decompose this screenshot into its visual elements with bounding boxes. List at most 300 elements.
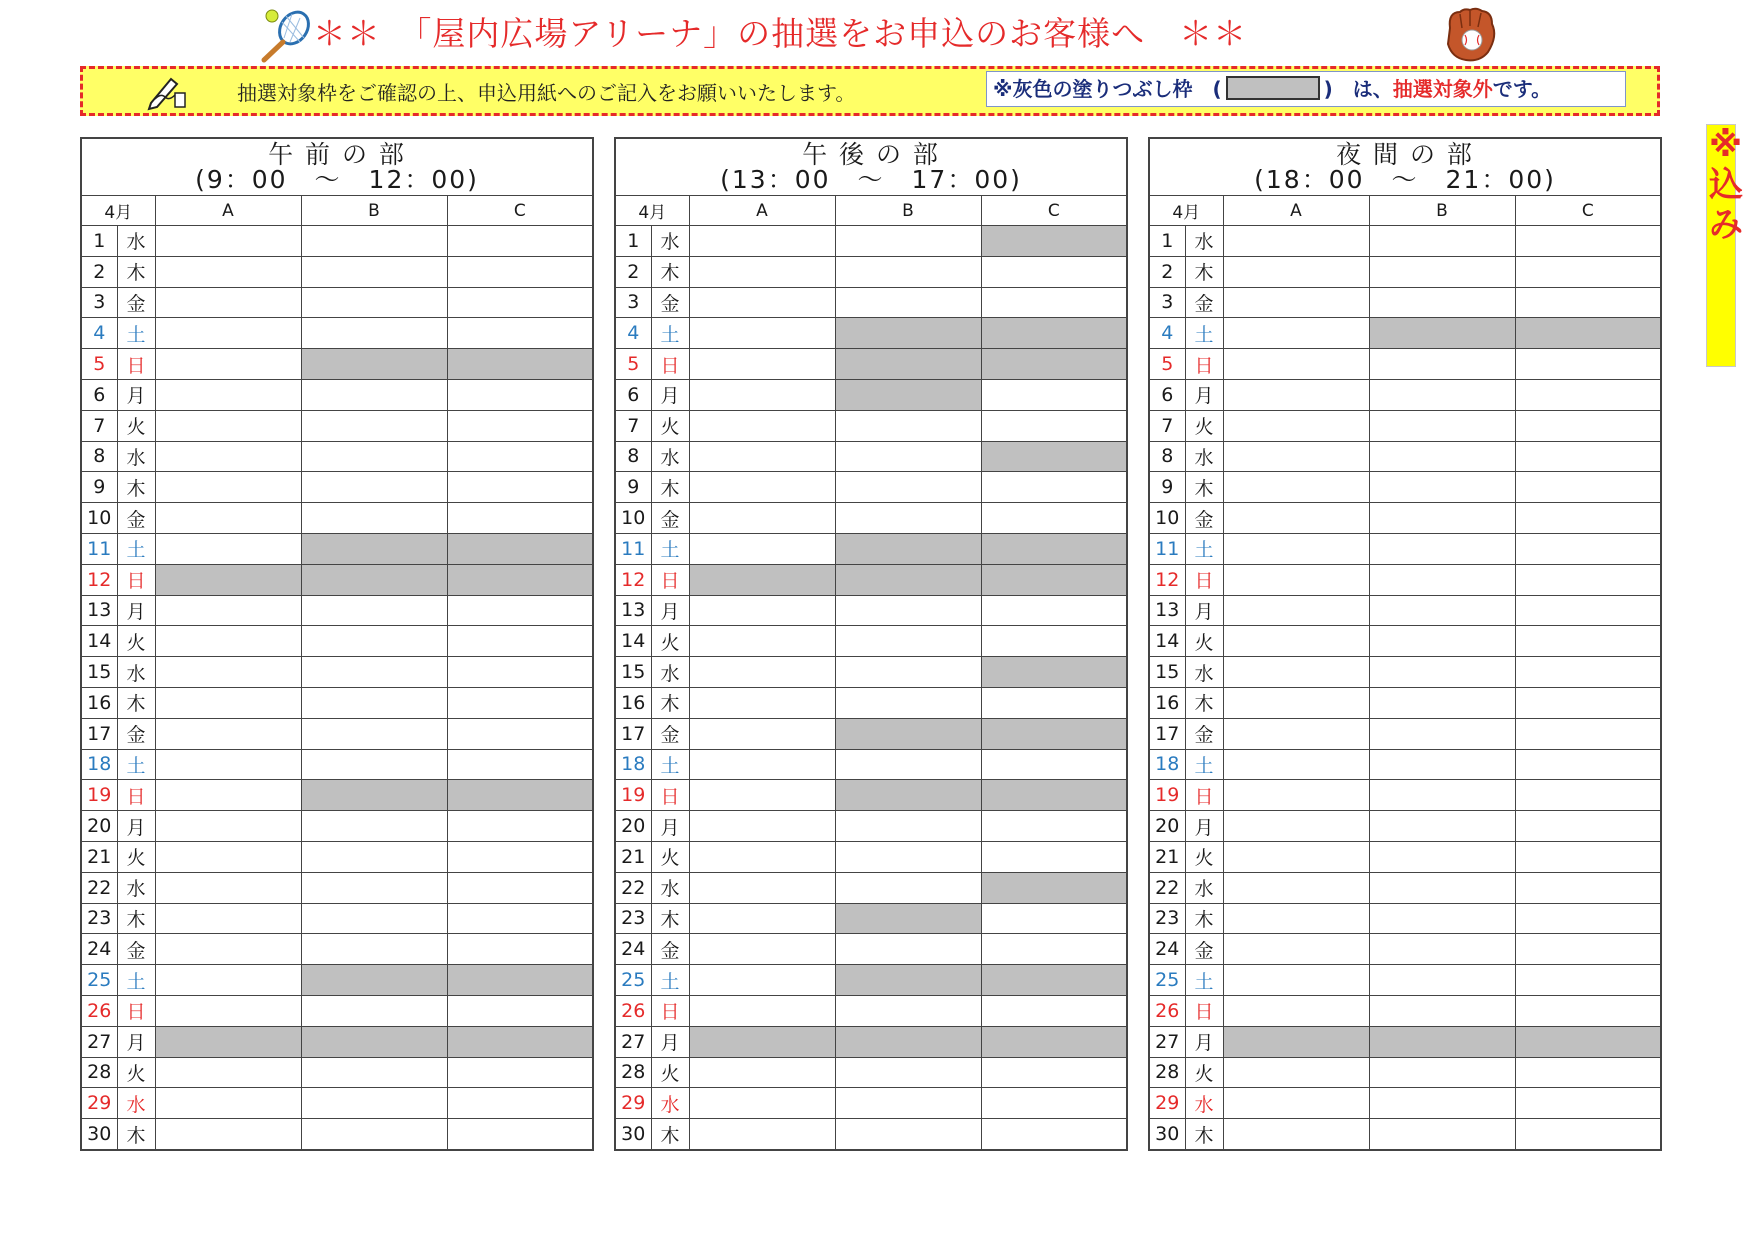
slot-unavailable — [981, 1026, 1127, 1057]
slot-cell — [1223, 441, 1369, 472]
slot-cell — [1223, 349, 1369, 380]
day-number: 30 — [615, 1119, 651, 1150]
weekday: 木 — [1185, 903, 1223, 934]
slot-cell — [981, 595, 1127, 626]
day-number: 18 — [615, 749, 651, 780]
slot-unavailable — [301, 564, 447, 595]
slot-cell — [301, 811, 447, 842]
exclusion-suffix: です。 — [1492, 77, 1552, 101]
slot-cell — [1369, 995, 1515, 1026]
slot-unavailable — [981, 965, 1127, 996]
weekday: 日 — [651, 995, 689, 1026]
day-number: 24 — [1149, 934, 1185, 965]
slot-cell — [689, 533, 835, 564]
slot-unavailable — [835, 564, 981, 595]
exclusion-highlight: 抽選対象外 — [1392, 77, 1493, 101]
slot-cell — [301, 995, 447, 1026]
slot-cell — [155, 503, 301, 534]
day-row — [1149, 595, 1661, 626]
slot-cell — [301, 503, 447, 534]
weekday: 月 — [1185, 811, 1223, 842]
session-header — [1149, 138, 1661, 196]
slot-cell — [981, 749, 1127, 780]
slot-unavailable — [835, 349, 981, 380]
day-row — [1149, 1119, 1661, 1150]
month-header: 4月 — [81, 196, 155, 226]
slot-cell — [1515, 903, 1661, 934]
slot-cell — [835, 626, 981, 657]
slot-cell — [301, 287, 447, 318]
slot-cell — [1369, 780, 1515, 811]
slot-cell — [155, 626, 301, 657]
slot-cell — [447, 995, 593, 1026]
day-number: 26 — [81, 995, 117, 1026]
day-number: 22 — [1149, 872, 1185, 903]
weekday: 日 — [651, 564, 689, 595]
weekday: 土 — [1185, 749, 1223, 780]
slot-cell — [689, 965, 835, 996]
slot-cell — [447, 687, 593, 718]
day-number: 14 — [1149, 626, 1185, 657]
weekday: 金 — [651, 287, 689, 318]
day-number: 2 — [615, 256, 651, 287]
weekday: 月 — [651, 595, 689, 626]
day-number: 29 — [1149, 1088, 1185, 1119]
slot-cell — [1515, 995, 1661, 1026]
weekday: 木 — [117, 687, 155, 718]
weekday: 土 — [651, 533, 689, 564]
slot-cell — [1369, 533, 1515, 564]
month-header: 4月 — [1149, 196, 1223, 226]
slot-cell — [301, 1057, 447, 1088]
slot-cell — [981, 1119, 1127, 1150]
weekday: 金 — [651, 503, 689, 534]
day-row — [615, 841, 1127, 872]
notice-text: 抽選対象枠をご確認の上、申込用紙へのご記入をお願いいたします。 — [237, 81, 856, 105]
slot-cell — [1515, 287, 1661, 318]
day-row — [1149, 318, 1661, 349]
slot-cell — [689, 841, 835, 872]
slot-cell — [1515, 811, 1661, 842]
day-row — [81, 410, 593, 441]
slot-cell — [689, 657, 835, 688]
weekday: 日 — [117, 349, 155, 380]
slot-unavailable — [447, 965, 593, 996]
day-row — [615, 657, 1127, 688]
day-number: 21 — [1149, 841, 1185, 872]
slot-cell — [835, 1057, 981, 1088]
weekday: 月 — [117, 1026, 155, 1057]
exclusion-middle: ) は、 — [1323, 77, 1393, 101]
slot-cell — [835, 226, 981, 257]
slot-cell — [301, 1119, 447, 1150]
slot-cell — [1223, 564, 1369, 595]
weekday: 土 — [651, 318, 689, 349]
slot-cell — [689, 410, 835, 441]
weekday: 木 — [651, 687, 689, 718]
slot-cell — [1369, 718, 1515, 749]
day-row — [1149, 687, 1661, 718]
slot-cell — [981, 903, 1127, 934]
day-row — [615, 903, 1127, 934]
session-name: 午 後 の 部 — [802, 140, 940, 169]
slot-unavailable — [981, 564, 1127, 595]
slot-cell — [689, 687, 835, 718]
slot-cell — [301, 718, 447, 749]
day-number: 22 — [615, 872, 651, 903]
slot-cell — [835, 472, 981, 503]
slot-cell — [835, 256, 981, 287]
day-number: 18 — [81, 749, 117, 780]
day-number: 25 — [81, 965, 117, 996]
weekday: 水 — [651, 1088, 689, 1119]
slot-cell — [155, 811, 301, 842]
tennis-racket-icon — [258, 8, 318, 64]
day-row — [81, 687, 593, 718]
slot-unavailable — [835, 1026, 981, 1057]
slot-cell — [689, 287, 835, 318]
slot-cell — [1369, 841, 1515, 872]
slot-cell — [835, 410, 981, 441]
session-time: (9：00 ～ 12：00) — [195, 165, 479, 194]
slot-cell — [155, 657, 301, 688]
weekday: 火 — [117, 410, 155, 441]
slot-cell — [1223, 903, 1369, 934]
day-row — [81, 780, 593, 811]
slot-cell — [1369, 472, 1515, 503]
court-header: A — [689, 196, 835, 226]
day-row — [615, 780, 1127, 811]
day-number: 16 — [1149, 687, 1185, 718]
day-row — [615, 1057, 1127, 1088]
slot-unavailable — [981, 657, 1127, 688]
slot-cell — [1223, 872, 1369, 903]
day-row — [615, 718, 1127, 749]
slot-cell — [155, 226, 301, 257]
day-number: 2 — [1149, 256, 1185, 287]
weekday: 月 — [1185, 379, 1223, 410]
weekday: 木 — [117, 903, 155, 934]
weekday: 金 — [651, 934, 689, 965]
weekday: 日 — [117, 995, 155, 1026]
court-header: B — [1369, 196, 1515, 226]
slot-cell — [155, 965, 301, 996]
day-number: 25 — [1149, 965, 1185, 996]
slot-cell — [981, 287, 1127, 318]
slot-cell — [689, 379, 835, 410]
day-number: 27 — [615, 1026, 651, 1057]
slot-cell — [1369, 749, 1515, 780]
day-row — [1149, 934, 1661, 965]
day-number: 12 — [615, 564, 651, 595]
slot-cell — [1223, 718, 1369, 749]
slot-cell — [1223, 533, 1369, 564]
weekday: 火 — [117, 841, 155, 872]
day-row — [81, 595, 593, 626]
weekday: 金 — [117, 503, 155, 534]
pen-writing-icon — [145, 73, 189, 111]
slot-unavailable — [301, 780, 447, 811]
slot-cell — [1515, 349, 1661, 380]
day-number: 4 — [81, 318, 117, 349]
day-row — [615, 811, 1127, 842]
slot-cell — [1515, 503, 1661, 534]
slot-cell — [447, 749, 593, 780]
day-row — [81, 1088, 593, 1119]
session-header — [615, 138, 1127, 196]
day-number: 1 — [1149, 226, 1185, 257]
day-row — [615, 564, 1127, 595]
slot-unavailable — [835, 318, 981, 349]
day-number: 10 — [615, 503, 651, 534]
day-row — [615, 872, 1127, 903]
slot-cell — [1369, 410, 1515, 441]
slot-cell — [301, 472, 447, 503]
slot-cell — [1515, 718, 1661, 749]
weekday: 金 — [117, 718, 155, 749]
slot-unavailable — [447, 533, 593, 564]
slot-cell — [689, 749, 835, 780]
slot-cell — [981, 841, 1127, 872]
slot-cell — [835, 749, 981, 780]
court-header: A — [1223, 196, 1369, 226]
day-row — [615, 995, 1127, 1026]
day-number: 1 — [615, 226, 651, 257]
slot-cell — [1515, 595, 1661, 626]
day-row — [615, 934, 1127, 965]
slot-cell — [1369, 1057, 1515, 1088]
slot-unavailable — [835, 718, 981, 749]
slot-cell — [689, 349, 835, 380]
day-row — [81, 441, 593, 472]
day-row — [1149, 564, 1661, 595]
day-row — [81, 841, 593, 872]
day-number: 7 — [81, 410, 117, 441]
weekday: 金 — [1185, 503, 1223, 534]
day-number: 4 — [1149, 318, 1185, 349]
slot-cell — [447, 657, 593, 688]
weekday: 土 — [117, 965, 155, 996]
day-row — [81, 256, 593, 287]
slot-cell — [1515, 1119, 1661, 1150]
slot-cell — [1223, 287, 1369, 318]
day-row — [615, 410, 1127, 441]
day-number: 20 — [615, 811, 651, 842]
day-row — [615, 256, 1127, 287]
day-number: 23 — [81, 903, 117, 934]
slot-cell — [981, 472, 1127, 503]
weekday: 日 — [1185, 564, 1223, 595]
slot-unavailable — [1223, 1026, 1369, 1057]
day-number: 7 — [1149, 410, 1185, 441]
day-row — [81, 472, 593, 503]
slot-cell — [835, 595, 981, 626]
slot-cell — [155, 287, 301, 318]
slot-cell — [1515, 626, 1661, 657]
slot-cell — [1515, 379, 1661, 410]
slot-cell — [981, 410, 1127, 441]
slot-unavailable — [981, 349, 1127, 380]
slot-cell — [835, 995, 981, 1026]
weekday: 土 — [651, 965, 689, 996]
day-row — [1149, 903, 1661, 934]
slot-cell — [447, 472, 593, 503]
day-row — [81, 318, 593, 349]
slot-cell — [447, 718, 593, 749]
day-number: 6 — [1149, 379, 1185, 410]
weekday: 日 — [117, 780, 155, 811]
schedule-grid — [1148, 137, 1662, 1151]
day-number: 12 — [81, 564, 117, 595]
day-number: 14 — [615, 626, 651, 657]
day-number: 14 — [81, 626, 117, 657]
weekday: 水 — [117, 226, 155, 257]
slot-cell — [689, 811, 835, 842]
slot-cell — [1223, 1057, 1369, 1088]
slot-cell — [155, 780, 301, 811]
weekday: 火 — [651, 410, 689, 441]
slot-cell — [155, 595, 301, 626]
day-row — [1149, 811, 1661, 842]
day-row — [81, 811, 593, 842]
day-number: 9 — [81, 472, 117, 503]
day-number: 9 — [1149, 472, 1185, 503]
slot-cell — [155, 718, 301, 749]
weekday: 水 — [1185, 872, 1223, 903]
slot-cell — [835, 503, 981, 534]
session-time: (13：00 ～ 17：00) — [720, 165, 1022, 194]
slot-cell — [1515, 965, 1661, 996]
slot-cell — [689, 995, 835, 1026]
slot-cell — [1223, 410, 1369, 441]
slot-cell — [835, 841, 981, 872]
day-number: 5 — [1149, 349, 1185, 380]
slot-cell — [835, 1088, 981, 1119]
slot-unavailable — [689, 1026, 835, 1057]
slot-cell — [1223, 811, 1369, 842]
slot-unavailable — [447, 349, 593, 380]
weekday: 日 — [651, 780, 689, 811]
day-row — [1149, 965, 1661, 996]
weekday: 火 — [651, 841, 689, 872]
afternoon-session-table — [614, 137, 1126, 1151]
day-row — [1149, 410, 1661, 441]
day-row — [615, 687, 1127, 718]
day-row — [1149, 626, 1661, 657]
weekday: 月 — [651, 811, 689, 842]
weekday: 土 — [1185, 965, 1223, 996]
weekday: 水 — [651, 226, 689, 257]
weekday: 水 — [1185, 441, 1223, 472]
weekday: 月 — [1185, 595, 1223, 626]
day-row — [1149, 1057, 1661, 1088]
slot-cell — [155, 687, 301, 718]
day-number: 22 — [81, 872, 117, 903]
day-row — [81, 564, 593, 595]
slot-cell — [155, 533, 301, 564]
slot-unavailable — [1515, 1026, 1661, 1057]
weekday: 金 — [1185, 287, 1223, 318]
slot-cell — [447, 441, 593, 472]
day-number: 3 — [615, 287, 651, 318]
slot-cell — [155, 1119, 301, 1150]
slot-cell — [835, 811, 981, 842]
weekday: 水 — [117, 1088, 155, 1119]
slot-cell — [447, 934, 593, 965]
slot-cell — [447, 256, 593, 287]
day-number: 2 — [81, 256, 117, 287]
day-row — [81, 1026, 593, 1057]
slot-cell — [1515, 564, 1661, 595]
weekday: 火 — [1185, 841, 1223, 872]
slot-cell — [155, 934, 301, 965]
slot-cell — [1369, 226, 1515, 257]
slot-cell — [1223, 687, 1369, 718]
day-number: 23 — [615, 903, 651, 934]
slot-unavailable — [1369, 1026, 1515, 1057]
slot-cell — [981, 995, 1127, 1026]
slot-cell — [1223, 934, 1369, 965]
day-number: 24 — [81, 934, 117, 965]
slot-cell — [835, 1119, 981, 1150]
slot-unavailable — [447, 1026, 593, 1057]
day-row — [1149, 1088, 1661, 1119]
day-row — [81, 626, 593, 657]
slot-unavailable — [1515, 318, 1661, 349]
weekday: 水 — [117, 441, 155, 472]
slot-cell — [981, 811, 1127, 842]
weekday: 日 — [1185, 780, 1223, 811]
slot-unavailable — [155, 564, 301, 595]
court-header: B — [835, 196, 981, 226]
slot-unavailable — [835, 780, 981, 811]
slot-cell — [155, 441, 301, 472]
slot-cell — [155, 256, 301, 287]
slot-unavailable — [301, 1026, 447, 1057]
slot-cell — [1515, 472, 1661, 503]
weekday: 月 — [651, 379, 689, 410]
slot-cell — [981, 379, 1127, 410]
day-number: 30 — [1149, 1119, 1185, 1150]
slot-cell — [835, 287, 981, 318]
day-number: 17 — [1149, 718, 1185, 749]
slot-cell — [1515, 872, 1661, 903]
day-number: 18 — [1149, 749, 1185, 780]
day-number: 5 — [81, 349, 117, 380]
slot-cell — [689, 872, 835, 903]
slot-cell — [1515, 226, 1661, 257]
day-row — [615, 1088, 1127, 1119]
day-number: 4 — [615, 318, 651, 349]
weekday: 金 — [117, 934, 155, 965]
court-header: C — [1515, 196, 1661, 226]
day-row — [615, 533, 1127, 564]
day-number: 7 — [615, 410, 651, 441]
day-number: 1 — [81, 226, 117, 257]
weekday: 月 — [1185, 1026, 1223, 1057]
slot-cell — [1223, 657, 1369, 688]
day-row — [81, 1119, 593, 1150]
slot-cell — [155, 472, 301, 503]
slot-cell — [155, 872, 301, 903]
day-number: 6 — [81, 379, 117, 410]
day-row — [1149, 1026, 1661, 1057]
day-row — [1149, 995, 1661, 1026]
slot-cell — [1223, 841, 1369, 872]
schedule-grid — [614, 137, 1128, 1151]
slot-cell — [301, 841, 447, 872]
slot-cell — [1515, 657, 1661, 688]
